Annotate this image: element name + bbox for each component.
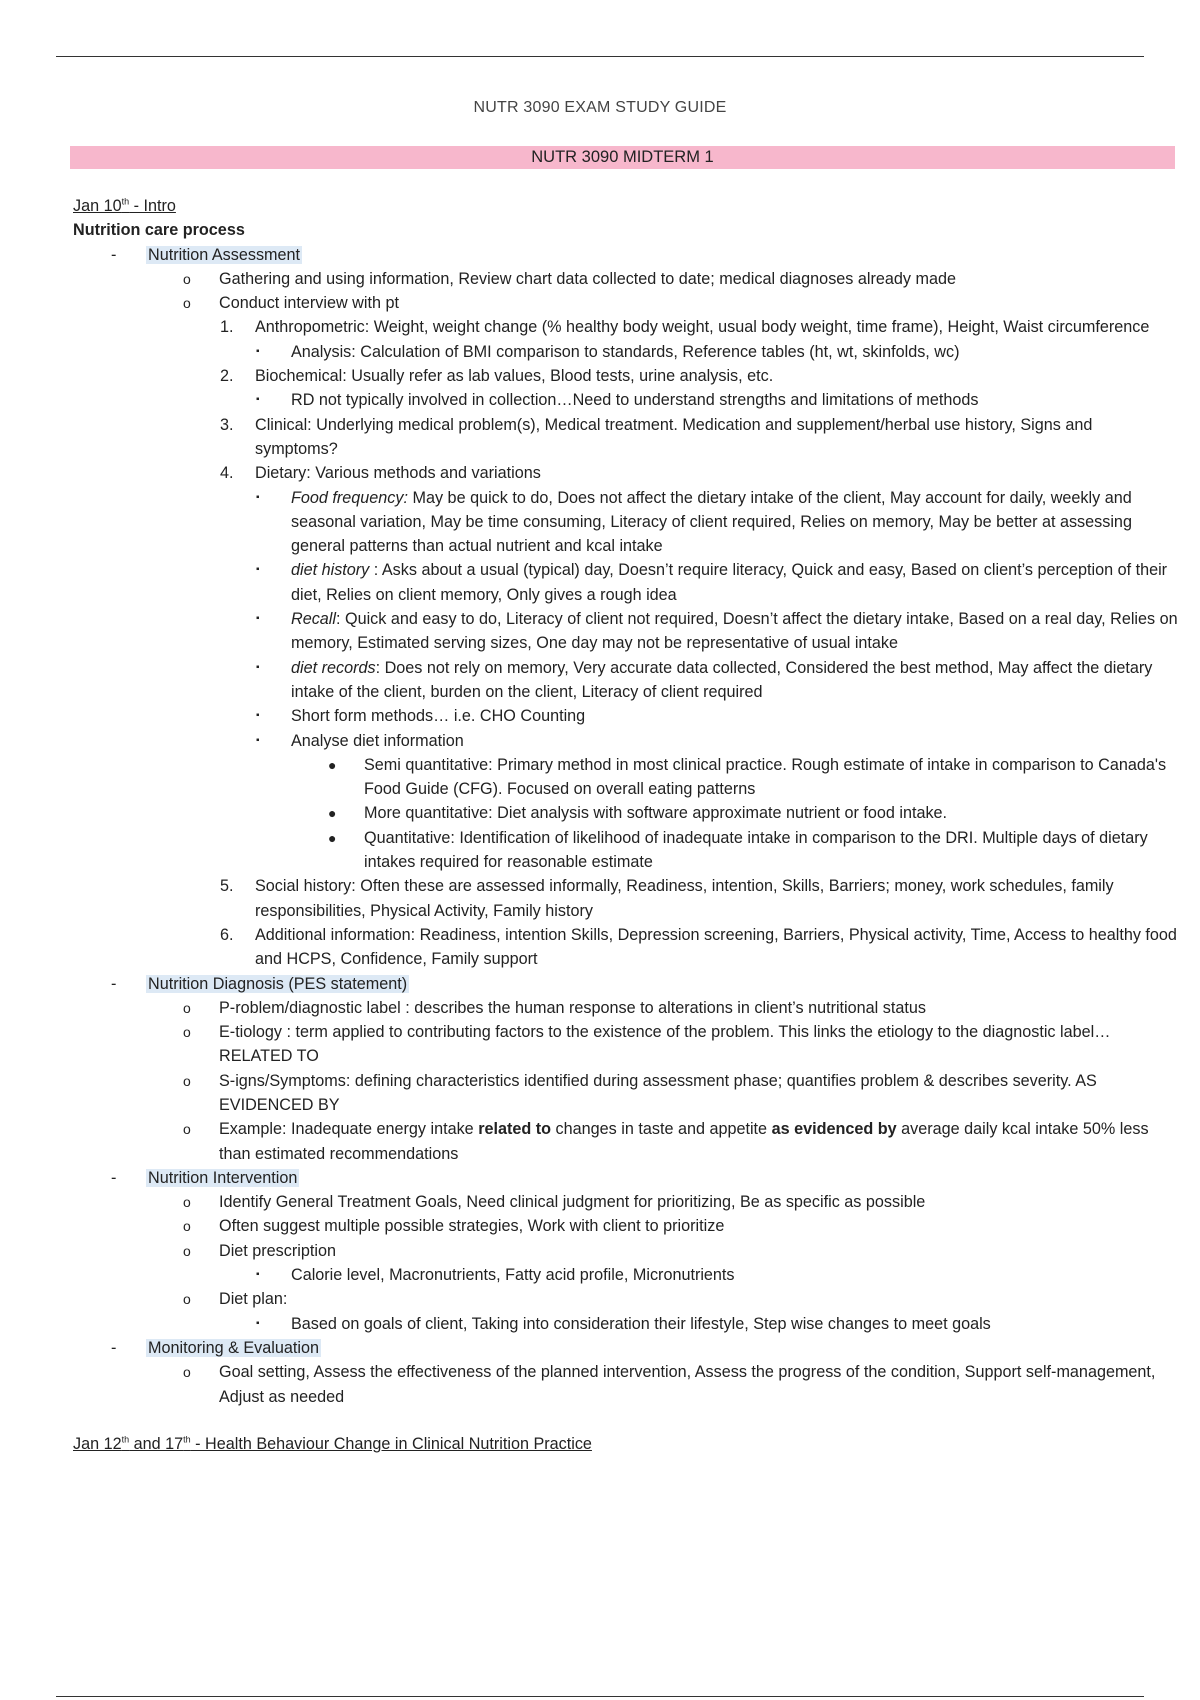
list-item: o Often suggest multiple possible strategies, Work with client to prioritize (73, 1214, 1178, 1238)
list-item: ▪ RD not typically involved in collection…Need to understand strengths and limitations of methods (73, 388, 1178, 412)
section-banner-midterm-1: NUTR 3090 MIDTERM 1 (70, 146, 1175, 169)
circle-bullet-icon: o (183, 1194, 191, 1211)
list-item-diet-records: ▪ diet records: Does not rely on memory, Very accurate data collected, Considered the best method, May affect the dietary intake of the client, burden on the client, Literacy of client required (73, 656, 1178, 705)
numbered-item-additional-info: 6. Additional information: Readiness, intention Skills, Depression screening, Barriers, Physical activity, Time, Access to healthy food and HCPS, Confidence, Family support (220, 925, 1177, 969)
top-rule (56, 56, 1144, 57)
circle-bullet-icon: o (183, 1024, 191, 1041)
square-bullet-icon: ▪ (256, 613, 260, 625)
list-item-diet-prescription: o Diet prescription (73, 1239, 1178, 1263)
list-item: ▪ Analysis: Calculation of BMI comparison to standards, Reference tables (ht, wt, skinfolds, wc) (73, 340, 1178, 364)
numbered-item-social-history: 5. Social history: Often these are assessed informally, Readiness, intention, Skills, Barriers; money, work schedules, family responsibilities, Physical Activity, Family history (220, 877, 1114, 920)
square-bullet-icon: ▪ (256, 734, 260, 746)
list-item: o E-tiology : term applied to contributing factors to the existence of the problem. This links the etiology to the diagnostic label… RELATED TO (73, 1020, 1178, 1069)
dash-marker: - (111, 974, 117, 993)
dot-bullet-icon: ● (328, 829, 337, 846)
list-item: o P-roblem/diagnostic label : describes the human response to alterations in client’s nutritional status (73, 996, 1178, 1020)
section-nutrition-diagnosis: - Nutrition Diagnosis (PES statement) (73, 972, 1178, 996)
section-nutrition-intervention: - Nutrition Intervention (73, 1166, 1178, 1190)
dash-marker: - (111, 245, 117, 264)
circle-bullet-icon: o (183, 270, 191, 287)
list-item-diet-history: ▪ diet history : Asks about a usual (typical) day, Doesn’t require literacy, Quick and easy, Based on client’s perception of their diet, Relies on client memory, Only gives a rough idea (73, 558, 1178, 607)
list-item-quantitative: ● Quantitative: Identification of likelihood of inadequate intake in comparison to the DRI. Multiple days of dietary intakes required for reasonable estimate (73, 826, 1178, 875)
list-item-short-form: ▪ Short form methods… i.e. CHO Counting (73, 704, 1178, 728)
list-item: ▪ Based on goals of client, Taking into consideration their lifestyle, Step wise changes to meet goals (73, 1312, 1178, 1336)
numbered-item-anthropometric: 1. Anthropometric: Weight, weight change (% healthy body weight, usual body weight, time frame), Height, Waist circumference (220, 318, 1150, 337)
numbered-item-biochemical: 2. Biochemical: Usually refer as lab values, Blood tests, urine analysis, etc. (220, 367, 774, 386)
list-item-recall: ▪ Recall: Quick and easy to do, Literacy of client not required, Doesn’t affect the dietary intake, Based on a real day, Relies on memory, Estimated serving sizes, One day may not be representative of usual intake (73, 607, 1178, 656)
list-item: o Identify General Treatment Goals, Need clinical judgment for prioritizing, Be as specific as possible (73, 1190, 1178, 1214)
dot-bullet-icon: ● (328, 756, 337, 773)
circle-bullet-icon: o (183, 295, 191, 312)
circle-bullet-icon: o (183, 1364, 191, 1381)
square-bullet-icon: ▪ (256, 345, 260, 357)
numbered-item-dietary: 4. Dietary: Various methods and variations (220, 464, 541, 483)
square-bullet-icon: ▪ (256, 491, 260, 503)
numbered-item-clinical: 3. Clinical: Underlying medical problem(s), Medical treatment. Medication and supplement/herbal use history, Signs and symptoms? (220, 415, 1093, 458)
date-heading-intro: Jan 10th - Intro (73, 196, 176, 215)
square-bullet-icon: ▪ (256, 710, 260, 722)
section-monitoring-evaluation: - Monitoring & Evaluation (73, 1336, 1178, 1360)
list-item-diet-plan: o Diet plan: (73, 1287, 1178, 1311)
square-bullet-icon: ▪ (256, 1317, 260, 1329)
dot-bullet-icon: ● (328, 805, 337, 822)
circle-bullet-icon: o (183, 999, 191, 1016)
dash-marker: - (111, 1338, 117, 1357)
square-bullet-icon: ▪ (256, 661, 260, 673)
list-item: o Conduct interview with pt (73, 291, 1178, 315)
square-bullet-icon: ▪ (256, 394, 260, 406)
list-item: o Goal setting, Assess the effectiveness of the planned intervention, Assess the progress of the condition, Support self-management, Adjust as needed (73, 1360, 1178, 1409)
circle-bullet-icon: o (183, 1218, 191, 1235)
document-title: NUTR 3090 EXAM STUDY GUIDE (473, 99, 727, 116)
date-heading-health-behaviour: Jan 12th and 17th - Health Behaviour Change in Clinical Nutrition Practice (73, 1434, 592, 1453)
list-item: o S-igns/Symptoms: defining characteristics identified during assessment phase; quantifies problem & describes severity. AS EVIDENCED BY (73, 1069, 1178, 1118)
list-item-food-frequency: ▪ Food frequency: May be quick to do, Does not affect the dietary intake of the client, May account for daily, weekly and seasonal variation, May be time consuming, Literacy of client required, Relies on memory, May be better at assessing general patterns than actual nutrient and kcal intake (73, 486, 1178, 559)
list-item-analyse: ▪ Analyse diet information (73, 729, 1178, 753)
study-guide-content (73, 194, 1178, 1456)
circle-bullet-icon: o (183, 1121, 191, 1138)
circle-bullet-icon: o (183, 1291, 191, 1308)
list-item-semi-quantitative: ● Semi quantitative: Primary method in most clinical practice. Rough estimate of intake in comparison to Canada's Food Guide (CFG). Focused on overall eating patterns (73, 753, 1178, 802)
dash-marker: - (111, 1168, 117, 1187)
circle-bullet-icon: o (183, 1072, 191, 1089)
bottom-rule (56, 1696, 1144, 1697)
list-item-more-quantitative: ● More quantitative: Diet analysis with software approximate nutrient or food intake. (73, 801, 1178, 825)
circle-bullet-icon: o (183, 1242, 191, 1259)
nutrition-care-process-heading: Nutrition care process (73, 221, 245, 240)
list-item-example: o Example: Inadequate energy intake related to changes in taste and appetite as evidenced by average daily kcal intake 50% less than estimated recommendations (73, 1117, 1178, 1166)
square-bullet-icon: ▪ (256, 564, 260, 576)
section-nutrition-assessment: - Nutrition Assessment (73, 243, 1178, 267)
list-item: ▪ Calorie level, Macronutrients, Fatty acid profile, Micronutrients (73, 1263, 1178, 1287)
square-bullet-icon: ▪ (256, 1269, 260, 1281)
list-item: o Gathering and using information, Review chart data collected to date; medical diagnoses already made (73, 267, 1178, 291)
